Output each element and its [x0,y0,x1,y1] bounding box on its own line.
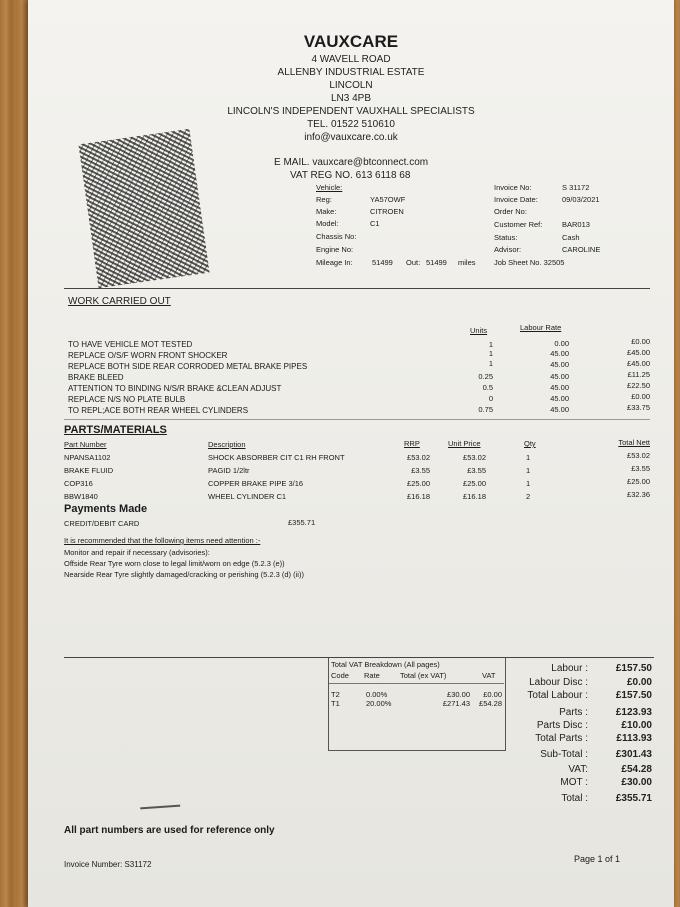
work-total: £33.75 [627,403,650,412]
parts-heading: PARTS/MATERIALS [64,424,167,436]
part-qty: 2 [526,492,531,501]
address-line-3: LINCOLN [329,80,373,91]
status-value: Cash [562,233,580,242]
payments-heading: Payments Made [64,503,148,515]
labour-rate-header: Labour Rate [520,323,562,332]
part-description: WHEEL CYLINDER C1 [208,492,287,501]
part-qty: 1 [526,453,531,462]
work-total: £22.50 [627,381,650,390]
work-total: £0.00 [631,337,650,346]
advisory-line: Nearside Rear Tyre slightly damaged/cracking or perishing (5.2.3 (d) (ii)) [64,570,304,579]
advisory-line: Monitor and repair if necessary (advisories): [64,548,210,557]
total-value: £0.00 [626,677,652,688]
work-item: ATTENTION TO BINDING N/S/R BRAKE &CLEAN ADJUST [68,384,282,393]
part-rrp: £25.00 [407,479,430,488]
company-name: VAUXCARE [303,32,399,51]
total-label: Parts Disc : [536,720,588,731]
engine-label: Engine No: [316,245,354,254]
total-value: £355.71 [615,793,652,804]
total-label: Total Parts : [535,733,588,744]
invoice-date: 09/03/2021 [562,195,600,204]
part-rrp: £3.55 [411,466,430,475]
part-total: £53.02 [627,451,650,460]
part-total: £32.36 [627,490,650,499]
total-value: £301.43 [615,749,652,760]
payment-amount: £355.71 [288,518,316,527]
part-number: BBW1840 [64,492,98,501]
work-item: BRAKE BLEED [68,373,124,382]
make-label: Make: [316,207,337,216]
reg-value: YA57OWF [370,195,406,204]
vat-header: VAT [482,671,496,680]
total-label: MOT : [560,777,588,788]
customer-ref: BAR013 [562,220,590,229]
vat-row-vat: £0.00 [483,690,502,699]
vat-rate-header: Rate [364,671,380,680]
work-rate: 45.00 [550,394,569,403]
signature-mark [140,799,180,810]
part-rrp: £53.02 [407,453,430,462]
total-value: £157.50 [615,690,652,701]
work-item: REPLACE O/S/F WORN FRONT SHOCKER [68,351,228,360]
work-units: 0.25 [478,372,493,381]
total-label: Parts : [559,707,588,718]
vat-row-vat: £54.28 [479,699,502,708]
part-rrp: £16.18 [407,492,430,501]
vat-code-header: Code [331,671,349,680]
address-line-4: LN3 4PB [330,93,372,104]
work-units: 0.5 [482,383,493,392]
advisory-line: Offside Rear Tyre worn close to legal limit/worn on edge (5.2.3 (e)) [64,559,285,568]
invoice-no-label: Invoice No: [494,183,532,192]
mileage-label: Mileage In: [316,258,353,267]
part-number: BRAKE FLUID [64,466,114,475]
address-line-2: ALLENBY INDUSTRIAL ESTATE [277,67,425,78]
work-rate: 45.00 [550,360,569,369]
address-line-1: 4 WAVELL ROAD [311,54,391,65]
total-value: £30.00 [621,777,652,788]
work-total: £11.25 [627,370,650,379]
part-qty: 1 [526,466,531,475]
work-heading: WORK CARRIED OUT [68,296,171,307]
work-units: 1 [488,359,493,368]
work-units: 0.75 [478,405,493,414]
part-number: NPANSA1102 [64,453,111,462]
invoice-no: S 31172 [562,183,590,192]
vat-row-code: T1 [331,699,340,708]
advisor-value: CAROLINE [562,245,601,254]
reg-label: Reg: [316,195,332,204]
company-phone: TEL. 01522 510610 [307,119,395,130]
company-tagline: LINCOLN'S INDEPENDENT VAUXHALL SPECIALISTS [227,106,475,117]
divider [329,683,504,684]
part-unit-price: £3.55 [467,466,486,475]
total-label: Labour Disc : [529,677,588,688]
vat-row-total: £271.43 [442,699,470,708]
part-unit-price: £16.18 [463,492,486,501]
part-total: £3.55 [631,464,650,473]
unit-price-header: Unit Price [448,439,481,448]
vat-row-code: T2 [331,690,340,699]
work-item: REPLACE N/S NO PLATE BULB [68,395,186,404]
part-unit-price: £25.00 [463,479,486,488]
vehicle-heading: Vehicle: [316,183,343,192]
part-total: £25.00 [627,477,650,486]
work-item: TO REPL;ACE BOTH REAR WHEEL CYLINDERS [68,406,249,415]
payment-method: CREDIT/DEBIT CARD [64,519,140,528]
part-unit-price: £53.02 [463,453,486,462]
total-value: £113.93 [616,733,652,744]
confidential-stamp-image [78,129,209,288]
total-value: £123.93 [615,707,652,718]
chassis-label: Chassis No: [316,232,357,241]
total-label: Total Labour : [527,690,588,701]
rrp-header: RRP [404,439,420,448]
invoice-paper [28,0,674,907]
work-rate: 45.00 [550,405,569,414]
advisories-intro: It is recommended that the following items need attention :- [64,536,261,545]
divider [64,419,650,420]
total-label: Total : [561,793,588,804]
vat-total-header: Total (ex VAT) [400,671,447,680]
total-label: Labour : [551,663,588,674]
advisor-label: Advisor: [494,245,522,254]
work-rate: 45.00 [550,383,569,392]
work-units: 1 [488,340,493,349]
work-item: TO HAVE VEHICLE MOT TESTED [68,340,193,349]
total-label: Sub-Total : [540,749,588,760]
miles-label: miles [458,258,476,267]
vat-reg-no: VAT REG NO. 613 6118 68 [290,170,411,181]
vat-row-rate: 0.00% [366,690,388,699]
vat-row-rate: 20.00% [366,699,392,708]
total-value: £10.00 [621,720,652,731]
part-qty: 1 [526,479,531,488]
divider [64,288,650,289]
status-label: Status: [494,233,518,242]
work-total: £45.00 [627,359,650,368]
invoice-date-label: Invoice Date: [494,195,538,204]
job-sheet: Job Sheet No. 32505 [494,258,565,267]
units-header: Units [470,326,488,335]
mileage-out: 51499 [426,258,447,267]
work-rate: 45.00 [550,349,569,358]
work-units: 1 [488,349,493,358]
order-no-label: Order No: [494,207,527,216]
qty-header: Qty [524,439,536,448]
total-nett-header: Total Nett [618,438,650,447]
work-rate: 45.00 [550,372,569,381]
vat-row-total: £30.00 [447,690,470,699]
total-label: VAT: [568,764,588,775]
work-total: £0.00 [631,392,650,401]
company-email: E MAIL. vauxcare@btconnect.com [274,157,429,168]
make-value: CITROEN [370,207,404,216]
part-description: SHOCK ABSORBER CIT C1 RH FRONT [208,453,345,462]
part-number: COP316 [64,479,93,488]
total-value: £54.28 [621,764,652,775]
part-description: COPPER BRAKE PIPE 3/16 [208,479,304,488]
work-total: £45.00 [627,348,650,357]
total-value: £157.50 [615,663,652,674]
part-description: PAGID 1/2ltr [208,466,250,475]
model-value: C1 [370,219,380,228]
footer-note: All part numbers are used for reference only [64,825,275,836]
footer-invoice-number: Invoice Number: S31172 [64,860,152,869]
work-units: 0 [488,394,493,403]
work-rate: 0.00 [554,339,569,348]
description-header: Description [208,440,246,449]
work-item: REPLACE BOTH SIDE REAR CORRODED METAL BRAKE PIPES [68,362,308,371]
customer-ref-label: Customer Ref: [494,220,543,229]
part-number-header: Part Number [64,440,107,449]
model-label: Model: [316,219,339,228]
company-web: info@vauxcare.co.uk [304,132,398,143]
page-number: Page 1 of 1 [574,854,621,864]
vat-breakdown-title: Total VAT Breakdown (All pages) [331,660,440,669]
mileage-in: 51499 [372,258,393,267]
mileage-out-label: Out: [406,258,421,267]
